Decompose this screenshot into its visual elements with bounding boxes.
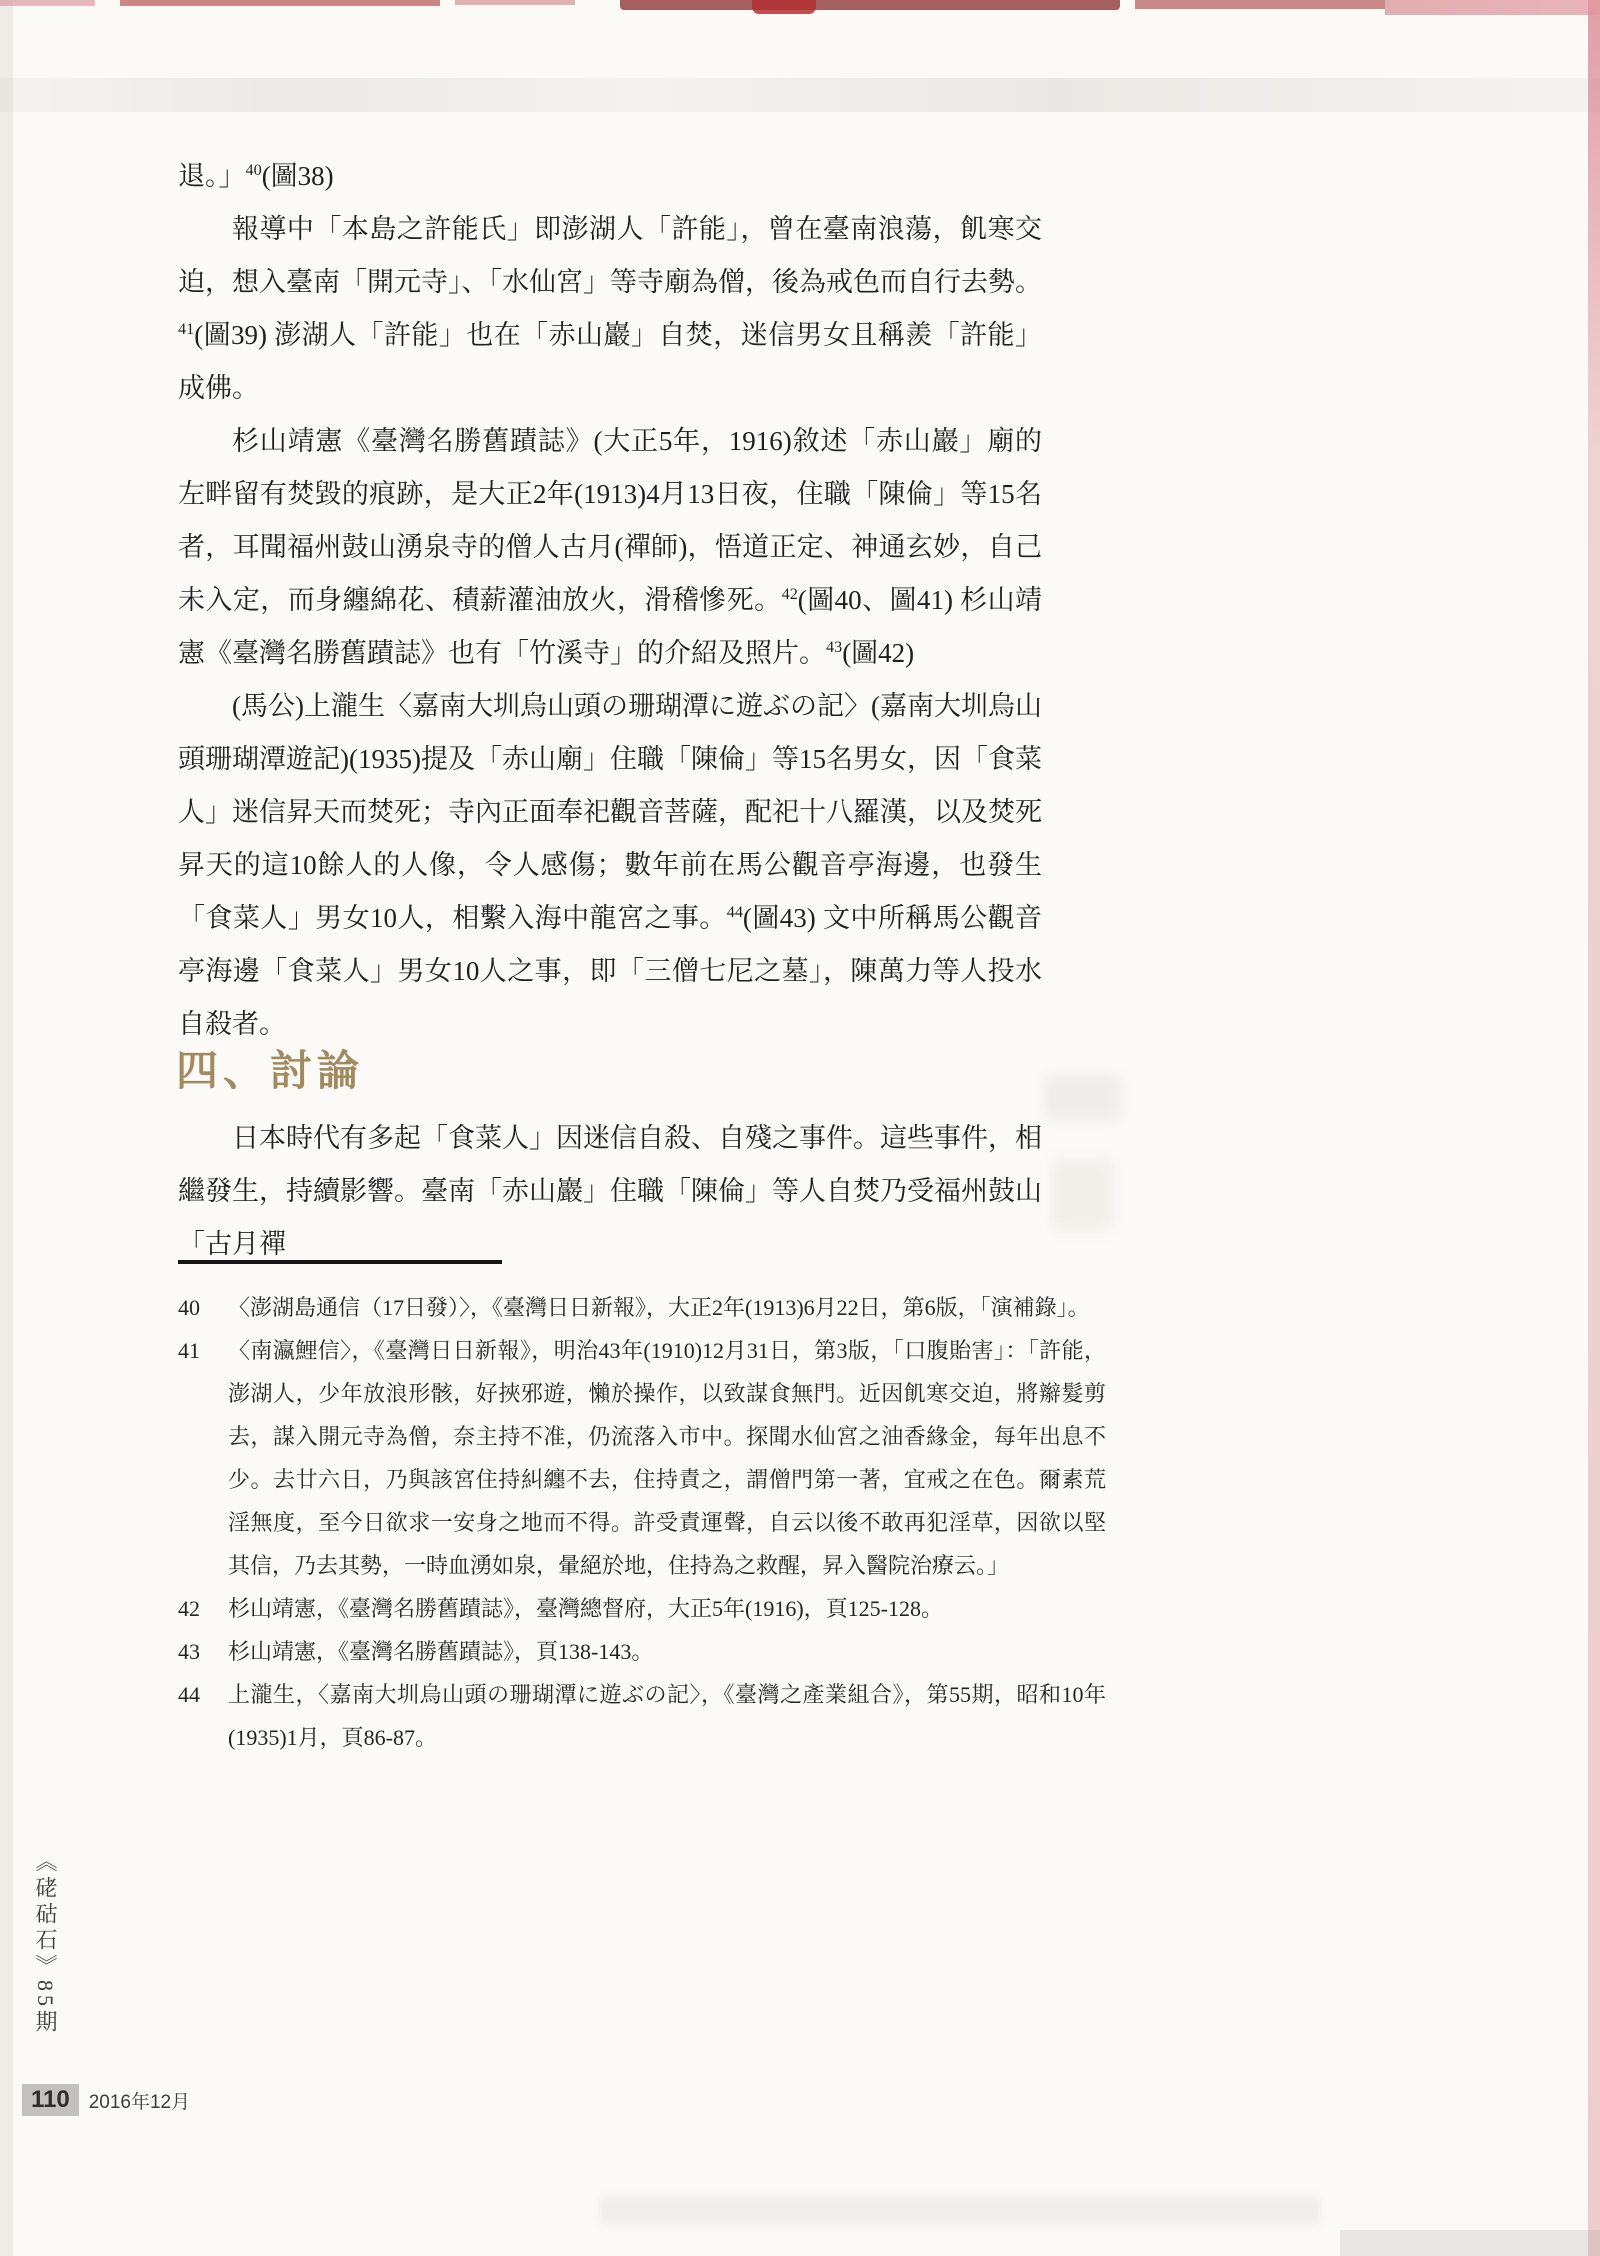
journal-title-vertical: 《硓𥑮石》85期	[33, 1850, 58, 2036]
footnote-number: 40	[178, 1295, 200, 1320]
footnote-item	[178, 1329, 1106, 1587]
footnote-ref: 40	[245, 161, 262, 179]
page-footer	[22, 2084, 190, 2116]
body-paragraphs	[178, 150, 1042, 1051]
footnote-text: 上瀧生，〈嘉南大圳烏山頭の珊瑚潭に遊ぶの記〉，《臺灣之產業組合》，第55期，昭和10年(1935)1月，頁86-87。	[228, 1682, 1106, 1750]
footnotes-list	[178, 1286, 1106, 1759]
scan-artifact-gray-band	[0, 78, 1600, 112]
scan-artifact-top-right	[1385, 0, 1600, 15]
scan-artifact-bottom	[600, 2196, 1320, 2224]
footnote-number: 44	[178, 1682, 200, 1707]
section-paragraphs	[178, 1112, 1042, 1271]
footnote-item	[178, 1673, 1106, 1759]
scan-artifact-bottom	[1340, 2230, 1600, 2256]
footnote-text: 〈澎湖島通信（17日發）〉，《臺灣日日新報》，大正2年(1913)6月22日，第6版，「演補錄」。	[228, 1295, 1090, 1320]
scan-artifact-top-streak	[455, 0, 575, 5]
scan-artifact-left-edge	[0, 0, 13, 2256]
footnote-item	[178, 1587, 1106, 1630]
footnote-number: 42	[178, 1596, 200, 1621]
footnote-ref: 43	[826, 638, 843, 656]
issue-date: 2016年12月	[88, 2091, 191, 2113]
body-paragraph: (馬公)上瀧生〈嘉南大圳烏山頭の珊瑚潭に遊ぶの記〉(嘉南大圳烏山頭珊瑚潭遊記)(1935)提及「赤山廟」住職「陳倫」等15名男女，因「食菜人」迷信昇天而焚死；寺內正面奉祀觀音菩薩，配祀十八羅漢，以及焚死昇天的這10餘人的人像，令人感傷；數年前在馬公觀音亭海邊，也發生「食菜人」男女10人，相繫入海中龍宮之事。$^{44}$(圖43) 文中所稱馬公觀音亭海邊「食菜人」男女10人之事，即「三僧七尼之墓」，陳萬力等人投水自殺者。	[178, 691, 1042, 1039]
scan-artifact-bleed	[1045, 1075, 1120, 1120]
footnote-item	[178, 1286, 1106, 1329]
scan-artifact-top-left	[0, 0, 95, 6]
page-number: 110	[22, 2084, 79, 2116]
footnote-number: 41	[178, 1338, 200, 1363]
footnote-item	[178, 1630, 1106, 1673]
footnote-rule	[178, 1260, 502, 1264]
scan-artifact-red-blob	[752, 0, 816, 14]
body-paragraph: 杉山靖憲《臺灣名勝舊蹟誌》(大正5年，1916)敘述「赤山巖」廟的左畔留有焚毀的痕跡，是大正2年(1913)4月13日夜，住職「陳倫」等15名者，耳聞福州鼓山湧泉寺的僧人古月(禪師)，悟道正定、神通玄妙，自己未入定，而身纏綿花、積薪灌油放火，滑稽慘死。$^{42}$(圖40、圖41) 杉山靖憲《臺灣名勝舊蹟誌》也有「竹溪寺」的介紹及照片。$^{43}$(圖42)	[178, 426, 1043, 668]
footnote-text: 杉山靖憲，《臺灣名勝舊蹟誌》，頁138-143。	[228, 1639, 654, 1664]
body-paragraph: 報導中「本島之許能氏」即澎湖人「許能」，曾在臺南浪蕩，飢寒交迫，想入臺南「開元寺」、「水仙宮」等寺廟為僧，後為戒色而自行去勢。$^{41}$(圖39) 澎湖人「許能」也在「赤山巖」自焚，迷信男女且稱羨「許能」成佛。	[178, 214, 1042, 403]
section-heading: 四、討論	[176, 1049, 365, 1095]
footnote-text: 杉山靖憲，《臺灣名勝舊蹟誌》，臺灣總督府，大正5年(1916)，頁125-128。	[228, 1596, 943, 1621]
scan-artifact-top-streak	[620, 0, 1120, 10]
body-paragraph: 日本時代有多起「食菜人」因迷信自殺、自殘之事件。這些事件，相繼發生，持續影響。臺南「赤山巖」住職「陳倫」等人自焚乃受福州鼓山「古月禪	[178, 1123, 1042, 1259]
scan-artifact-right-edge	[1588, 0, 1600, 2256]
footnote-text: 〈南瀛鯉信〉，《臺灣日日新報》，明治43年(1910)12月31日，第3版，「口腹貽害」：「許能，澎湖人，少年放浪形骸，好挾邪遊，懶於操作，以致謀食無門。近因飢寒交迫，將辮髮剪去，謀入開元寺為僧，奈主持不准，仍流落入市中。探聞水仙宮之油香緣金，每年出息不少。去廿六日，乃與該宮住持糾纏不去，住持責之，謂僧門第一著，宜戒之在色。爾素荒淫無度，至今日欲求一安身之地而不得。許受責運聲，自云以後不敢再犯淫草，因欲以堅其信，乃去其勢，一時血湧如泉，暈絕於地，住持為之救醒，昇入醫院治療云。」	[228, 1338, 1106, 1578]
footnote-ref: 42	[781, 585, 798, 603]
footnote-number: 43	[178, 1639, 200, 1664]
footnote-ref: 41	[178, 320, 195, 338]
scan-artifact-top-streak	[120, 0, 440, 6]
body-paragraph: 退。」$^{40}$(圖38)	[178, 161, 334, 191]
scan-artifact-top-streak	[1135, 0, 1385, 9]
footnote-ref: 44	[726, 903, 743, 921]
scan-artifact-bleed	[1052, 1160, 1112, 1230]
